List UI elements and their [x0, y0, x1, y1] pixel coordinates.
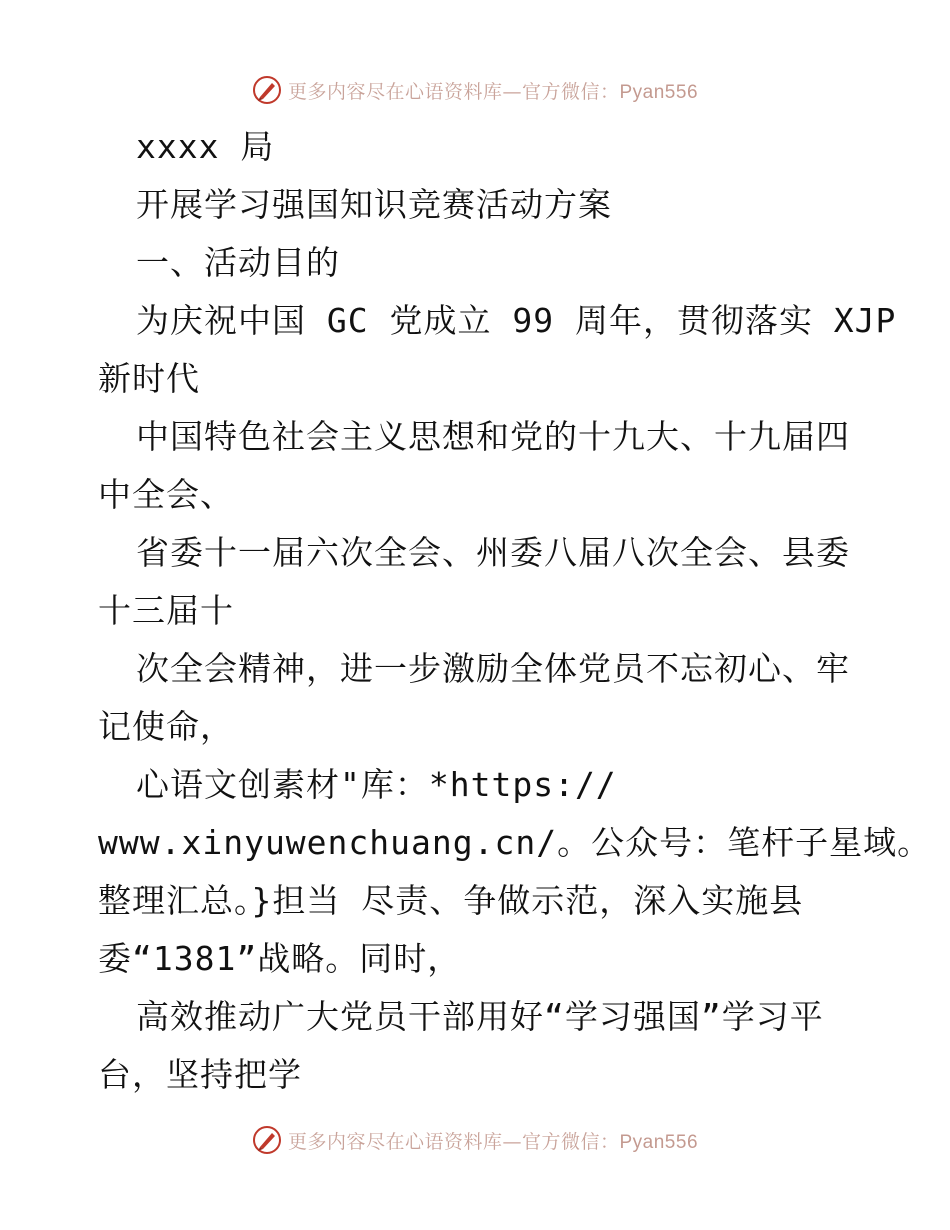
watermark-text: 更多内容尽在心语资料库—官方微信：Pyan556	[287, 80, 699, 103]
text-line: 委“1381”战略。同时，	[98, 939, 462, 978]
text-line: 次全会精神，进一步激励全体党员不忘初心、牢	[136, 649, 850, 688]
footer-watermark	[0, 1120, 950, 1160]
text-line: 十三届十	[98, 591, 234, 630]
watermark-text: 更多内容尽在心语资料库—官方微信：Pyan556	[287, 1130, 699, 1153]
text-line: 记使命，	[98, 707, 234, 746]
text-line: 台，坚持把学	[98, 1055, 302, 1094]
pen-logo-icon	[252, 75, 282, 105]
text-line: 心语文创素材"库：*https://	[136, 765, 617, 804]
text-line: xxxx 局	[136, 127, 275, 166]
text-line: 为庆祝中国 GC 党成立 99 周年，贯彻落实 XJP	[136, 301, 897, 340]
text-line: 中全会、	[98, 475, 234, 514]
header-watermark	[0, 70, 950, 110]
wechat-id: Pyan556	[619, 81, 699, 103]
pen-logo-icon	[252, 1125, 282, 1155]
text-line: 省委十一届六次全会、州委八届八次全会、县委	[136, 533, 850, 572]
text-line: www.xinyuwenchuang.cn/。公众号：笔杆子星域。	[98, 823, 932, 862]
text-line: 新时代	[98, 359, 200, 398]
document-body	[98, 118, 932, 1104]
text-line: 整理汇总。}担当 尽责、争做示范，深入实施县	[98, 881, 804, 920]
text-line: 高效推动广大党员干部用好“学习强国”学习平	[136, 997, 824, 1036]
text-line: 一、活动目的	[136, 243, 340, 282]
wechat-id: Pyan556	[619, 1131, 699, 1153]
text-line: 中国特色社会主义思想和党的十九大、十九届四	[136, 417, 850, 456]
text-line: 开展学习强国知识竞赛活动方案	[136, 185, 612, 224]
